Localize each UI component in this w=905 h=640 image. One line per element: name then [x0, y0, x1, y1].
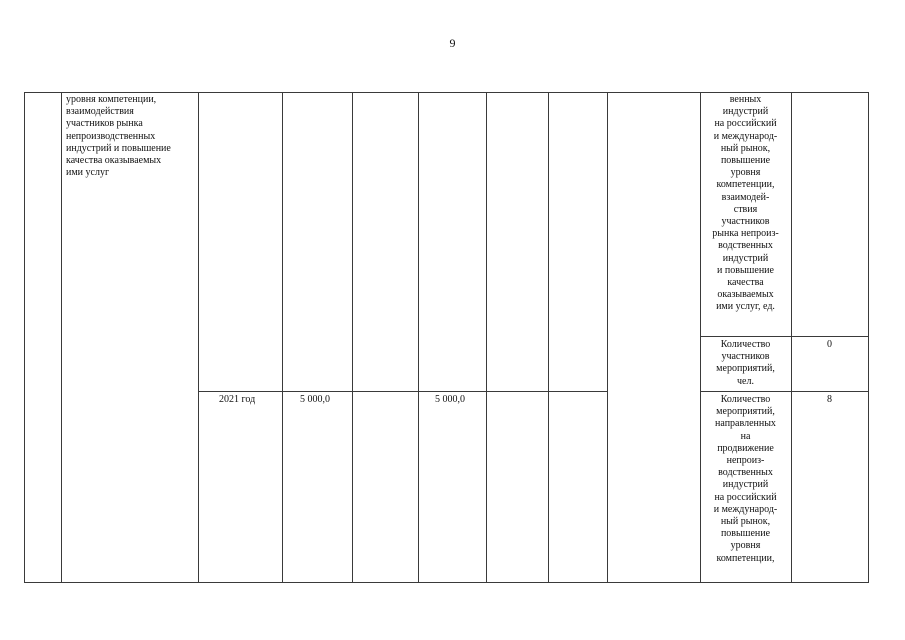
- page-number: 9: [449, 36, 456, 50]
- indicator-value: 8: [827, 394, 832, 405]
- event-description: уровня компетенции, взаимодействия участников рынка непроизводственных индустрий и повышение качества оказываемых ими услуг: [66, 94, 171, 179]
- column-line: [607, 92, 608, 583]
- total-funding-cell: 5 000,0: [300, 394, 330, 405]
- column-line: [61, 92, 62, 583]
- year-cell: 2021 год: [219, 394, 256, 405]
- column-line: [548, 92, 549, 583]
- column-line: [352, 92, 353, 583]
- table-border-bottom: [24, 582, 869, 583]
- budget-funding-cell: 5 000,0: [435, 394, 465, 405]
- column-line: [791, 92, 792, 583]
- column-line: [198, 92, 199, 583]
- indicator-value: 0: [827, 339, 832, 350]
- column-line: [282, 92, 283, 583]
- column-line: [868, 92, 869, 583]
- indicator-name: венных индустрий на российский и международ- ный рынок, повышение уровня компетенции, взаимодей- ствия участников рынка непроиз- водственных индустрий и повышение качества оказываемых ими услуг, ед.: [712, 94, 779, 313]
- indicator-name: Количество мероприятий, направленных на продвижение непроиз- водственных индустрий на российский и международ- ный рынок, повышение уровня компетенции,: [713, 394, 778, 564]
- row-separator-indicator-1: [700, 336, 869, 337]
- row-separator-year: [198, 391, 608, 392]
- column-line: [418, 92, 419, 583]
- column-line: [486, 92, 487, 583]
- column-line: [24, 92, 25, 583]
- table-border-top: [24, 92, 869, 93]
- row-separator-indicator-2: [700, 391, 869, 392]
- indicator-name: Количество участников мероприятий, чел.: [716, 339, 775, 387]
